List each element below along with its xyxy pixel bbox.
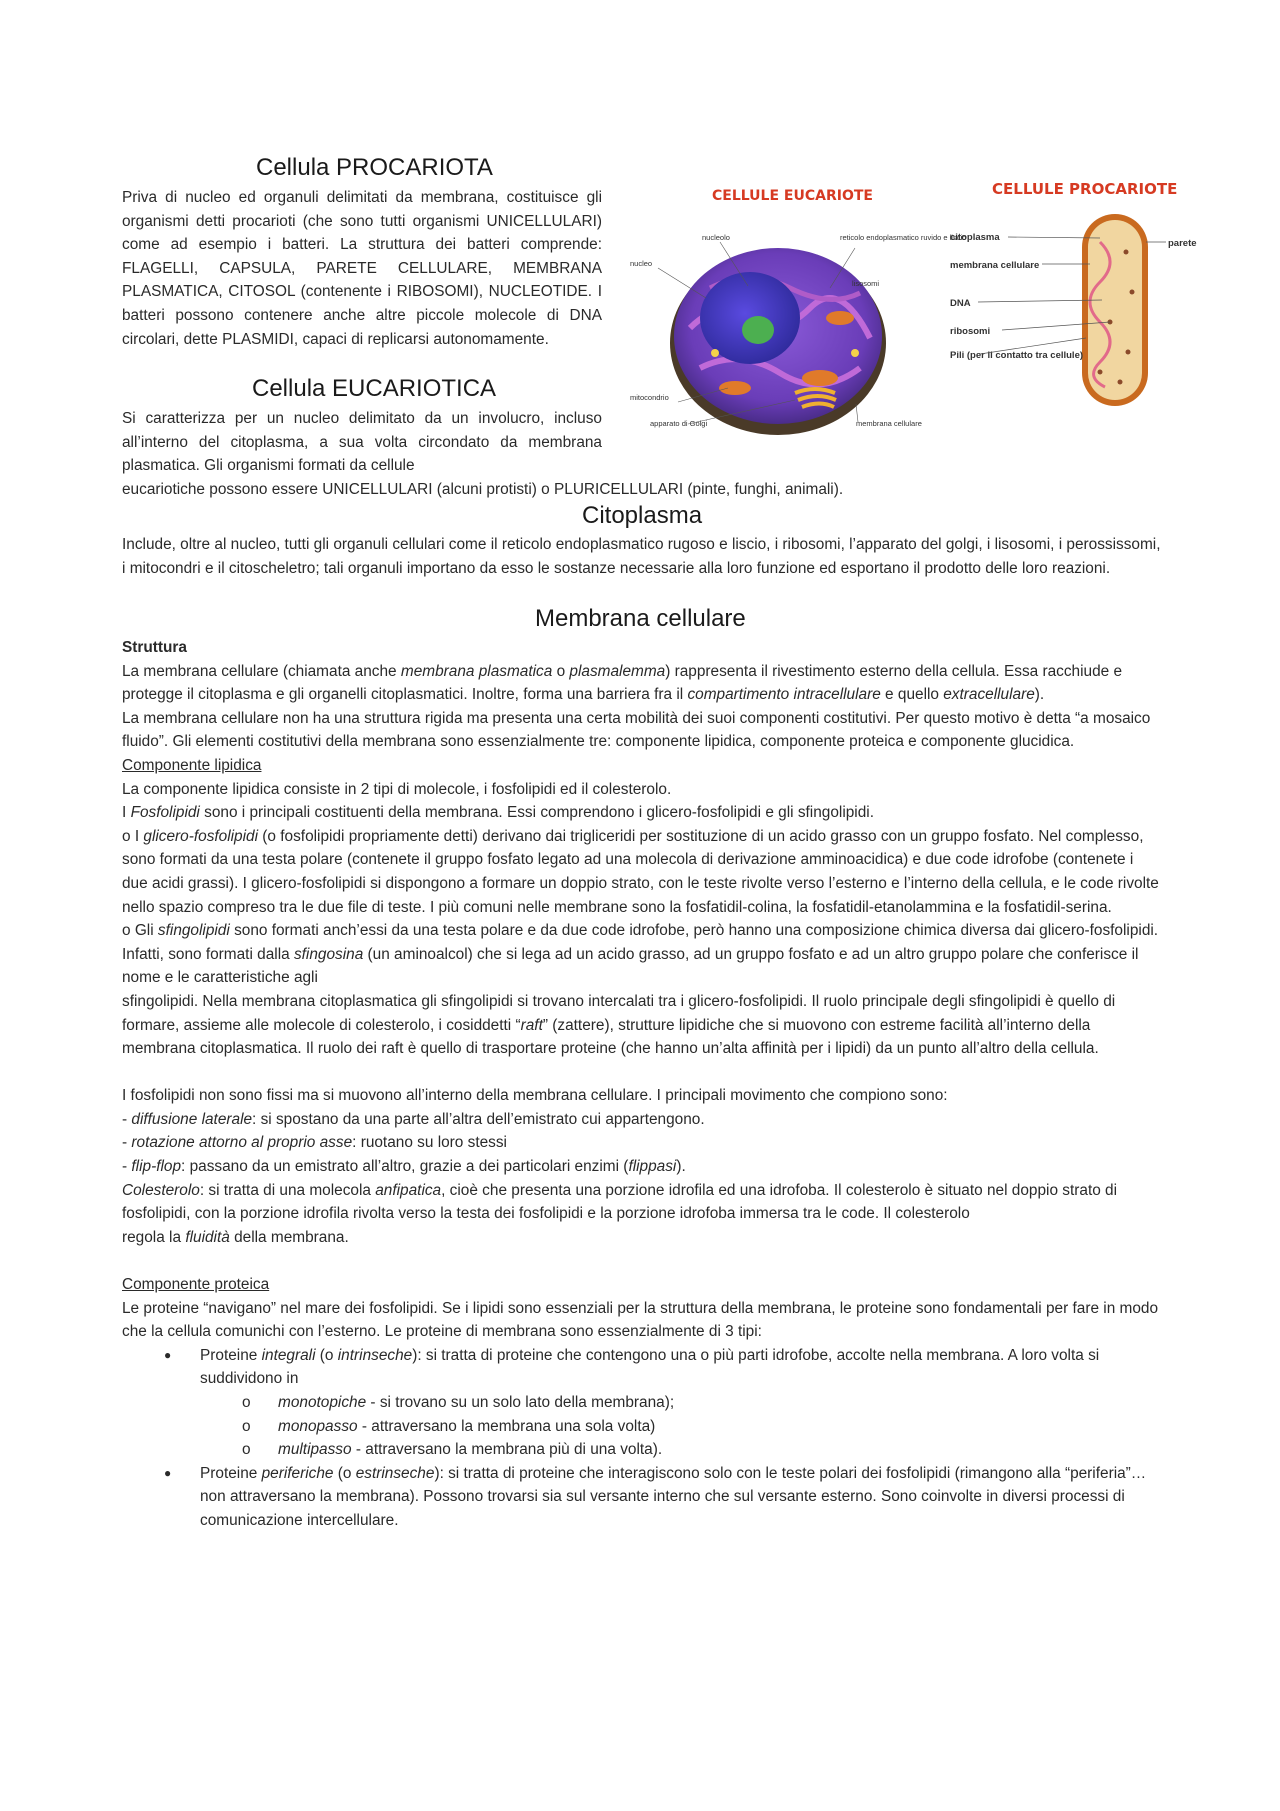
heading-componente-lipidica: Componente lipidica (122, 756, 262, 774)
figure-eu-label-mitocondrio: mitocondrio (630, 393, 669, 402)
figure-pro-label-ribosomi: ribosomi (950, 326, 991, 337)
prokaryotic-cell-image (950, 172, 1210, 422)
figure-pro-label-pili: Pili (per il contatto tra cellule) (950, 350, 1084, 361)
movimento-diffusione-laterale: - diffusione laterale: si spostano da una parte all’altra dell’emistrato cui appartengono. (122, 1110, 705, 1128)
paragraph-procariota: Priva di nucleo ed organuli delimitati da membrana, costituisce gli organismi detti procarioti (che sono tutti organismi UNICELLULARI) come ad esempio i batteri. La struttura dei batteri comprende: FLAGELLI, CAPSULA, PARETE CELLULARE, MEMBRANA PLASMATICA, CITOSOL (contenente i RIBOSOMI), NUCLEOTIDE. I batteri possono contenere anche altre piccole molecole di DNA circolari, dette PLASMIDI, capaci di replicarsi autonomamente. (122, 189, 602, 348)
paragraph-movimenti-intro: I fosfolipidi non sono fissi ma si muovono all’interno della membrana cellulare. I principali movimento che compiono sono: (122, 1087, 948, 1105)
paragraph-lipidica-1: La componente lipidica consiste in 2 tipi di molecole, i fosfolipidi ed il colesterolo. (122, 780, 672, 798)
figure-pro-label-dna: DNA (950, 298, 971, 309)
paragraph-struttura-1: La membrana cellulare (chiamata anche membrana plasmatica o plasmalemma) rappresenta il rivestimento esterno della cellula. Essa racchiude e protegge il citoplasma e gli organelli citoplasmatici. Inoltre, forma una barriera fra il compartimento intracellulare e quello extracellulare). (122, 662, 1123, 704)
paragraph-glicero-fosfolipidi: o I glicero-fosfolipidi (o fosfolipidi propriamente detti) derivano dai trigliceridi per sostituzione di un acido grasso con un gruppo fosfato. Nel complesso, sono formati da una testa polare (contenete il gruppo fosfato legato ad una molecola di derivazione amminoacidica) e due code idrofobe (contenete i due acidi grassi). I glicero-fosfolipidi si dispongono a formare un doppio strato, con le teste rivolte verso l’esterno e l’interno della cellula, e le code rivolte nello spazio compreso tra le due file di teste. I più comuni nelle membrane sono la fosfatidil-colina, la fosfatidil-etanolammina e la fosfatidil-serina. (122, 827, 1159, 916)
protein-types-list (122, 1344, 1162, 1533)
paragraph-raft: sfingolipidi. Nella membrana citoplasmatica gli sfingolipidi si trovano intercalati tra i glicero-fosfolipidi. Il ruolo principale degli sfingolipidi è quello di formare, assieme alle molecole di colesterolo, i cosiddetti “raft” (zattere), strutture lipidiche che si muovono con estreme facilità all’interno della membrana citoplasmatica. Il ruolo dei raft è quello di trasportare proteine (che hanno un’alta affinità per i lipidi) da un punto all’altro della cellula. (122, 992, 1116, 1058)
figure-pro-title: CELLULE PROCARIOTE (992, 180, 1178, 198)
paragraph-colesterolo-2: regola la fluidità della membrana. (122, 1228, 349, 1246)
list-item-proteine-integrali: ● Proteine integrali (o intrinseche): si tratta di proteine che contengono una o più parti idrofobe, accolte nella membrana. A loro volta si suddividono in o monotopiche - si trovano su un solo lato della membrana); o monopasso - attraversano la membrana una sola volta) o multipasso - attraversano la membrana più di una volta). (122, 1344, 1162, 1462)
heading-cellula-procariota: Cellula PROCARIOTA (256, 154, 493, 181)
paragraph-sfingolipidi: o Gli sfingolipidi sono formati anch’essi da una testa polare e da due code idrofobe, però hanno una composizione chimica diversa dai glicero-fosfolipidi. Infatti, sono formati dalla sfingosina (un aminoalcol) che si lega ad un acido grasso, ad un gruppo fosfato e ad un altro gruppo polare che conferisce il nome e le caratteristiche agli (122, 922, 1159, 987)
paragraph-struttura-2: La membrana cellulare non ha una struttura rigida ma presenta una certa mobilità dei suoi componenti costitutivi. Per questo motivo è detta “a mosaico fluido”. Gli elementi costitutivi della membrana sono essenzialmente tre: componente lipidica, componente proteica e componente glucidica. (122, 709, 1151, 751)
prokaryotic-cell-illustration (950, 172, 1210, 422)
paragraph-lipidica-2: I Fosfolipidi sono i principali costituenti della membrana. Essi comprendono i glicero-fosfolipidi e gli sfingolipidi. (122, 804, 874, 822)
movimento-flip-flop: - flip-flop: passano da un emistrato all’altro, grazie a dei particolari enzimi (flippasi). (122, 1158, 686, 1176)
figure-eu-label-golgi: apparato di Golgi (650, 419, 708, 428)
movimento-rotazione: - rotazione attorno al proprio asse: ruotano su loro stessi (122, 1134, 507, 1152)
paragraph-eucariotica-part2: eucariotiche possono essere UNICELLULARI (alcuni protisti) o PLURICELLULARI (pinte, funghi, animali). (122, 481, 844, 498)
paragraph-citoplasma: Include, oltre al nucleo, tutti gli organuli cellulari come il reticolo endoplasmatico rugoso e liscio, i ribosomi, l’apparato del golgi, i lisosomi, i perossissomi, i mitocondri e il citoscheletro; tali organuli importano da esso le sostanze necessarie alla loro funzione ed esportano il prodotto delle loro reazioni. (122, 536, 1161, 577)
paragraph-colesterolo: Colesterolo: si tratta di una molecola anfipatica, cioè che presenta una porzione idrofila ed una idrofoba. Il colesterolo è situato nel doppio strato di fosfolipidi, con la porzione idrofila rivolta verso la testa dei fosfolipidi e la porzione idrofoba immersa tra le code. Il colesterolo (122, 1181, 1118, 1223)
paragraph-eucariotica-part1: Si caratterizza per un nucleo delimitato da un involucro, incluso all’interno del citoplasma, a sua volta circondato da membrana plasmatica. Gli organismi formati da cellule (122, 410, 602, 475)
list-item-monotopiche: o monotopiche - si trovano su un solo lato della membrana); (200, 1391, 1162, 1415)
heading-cellula-eucariotica: Cellula EUCARIOTICA (252, 375, 497, 402)
integral-subtypes-list (200, 1391, 1162, 1462)
figure-eu-label-reticolo: reticolo endoplasmatico ruvido e liscio (840, 233, 967, 242)
figure-eu-label-membrana: membrana cellulare (856, 419, 922, 428)
membrana-body (122, 636, 1162, 1533)
list-item-proteine-periferiche: ● Proteine periferiche (o estrinseche): si tratta di proteine che interagiscono solo con le teste polari dei fosfolipidi (rimangono alla “periferia”… non attraversano la membrana). Possono trovarsi sia sul versante interno che sul versante esterno. Sono coinvolte in diversi processi di comunicazione intercellulare. (122, 1462, 1162, 1533)
figure-eu-label-nucleolo: nucleolo (702, 233, 730, 242)
figure-eu-label-lisosomi: lisosomi (852, 279, 880, 288)
heading-struttura: Struttura (122, 639, 187, 656)
heading-citoplasma: Citoplasma (582, 502, 703, 529)
figure-pro-label-citoplasma: citoplasma (950, 232, 1000, 243)
paragraph-proteica-1: Le proteine “navigano” nel mare dei fosfolipidi. Se i lipidi sono essenziali per la struttura della membrana, le proteine sono fondamentali per fare in modo che la cellula comunichi con l’esterno. Le proteine di membrana sono essenzialmente di 3 tipi: (122, 1299, 1159, 1341)
figure-eu-label-nucleo: nucleo (630, 259, 653, 268)
heading-componente-proteica: Componente proteica (122, 1276, 270, 1294)
heading-membrana-cellulare: Membrana cellulare (535, 605, 746, 632)
figure-pro-label-membrana: membrana cellulare (950, 260, 1040, 271)
figure-pro-label-parete: parete (1168, 238, 1197, 249)
list-item-multipasso: o multipasso - attraversano la membrana più di una volta). (200, 1438, 1162, 1462)
list-item-monopasso: o monopasso - attraversano la membrana una sola volta) (200, 1415, 1162, 1439)
figure-eu-title: CELLULE EUCARIOTE (712, 188, 873, 204)
